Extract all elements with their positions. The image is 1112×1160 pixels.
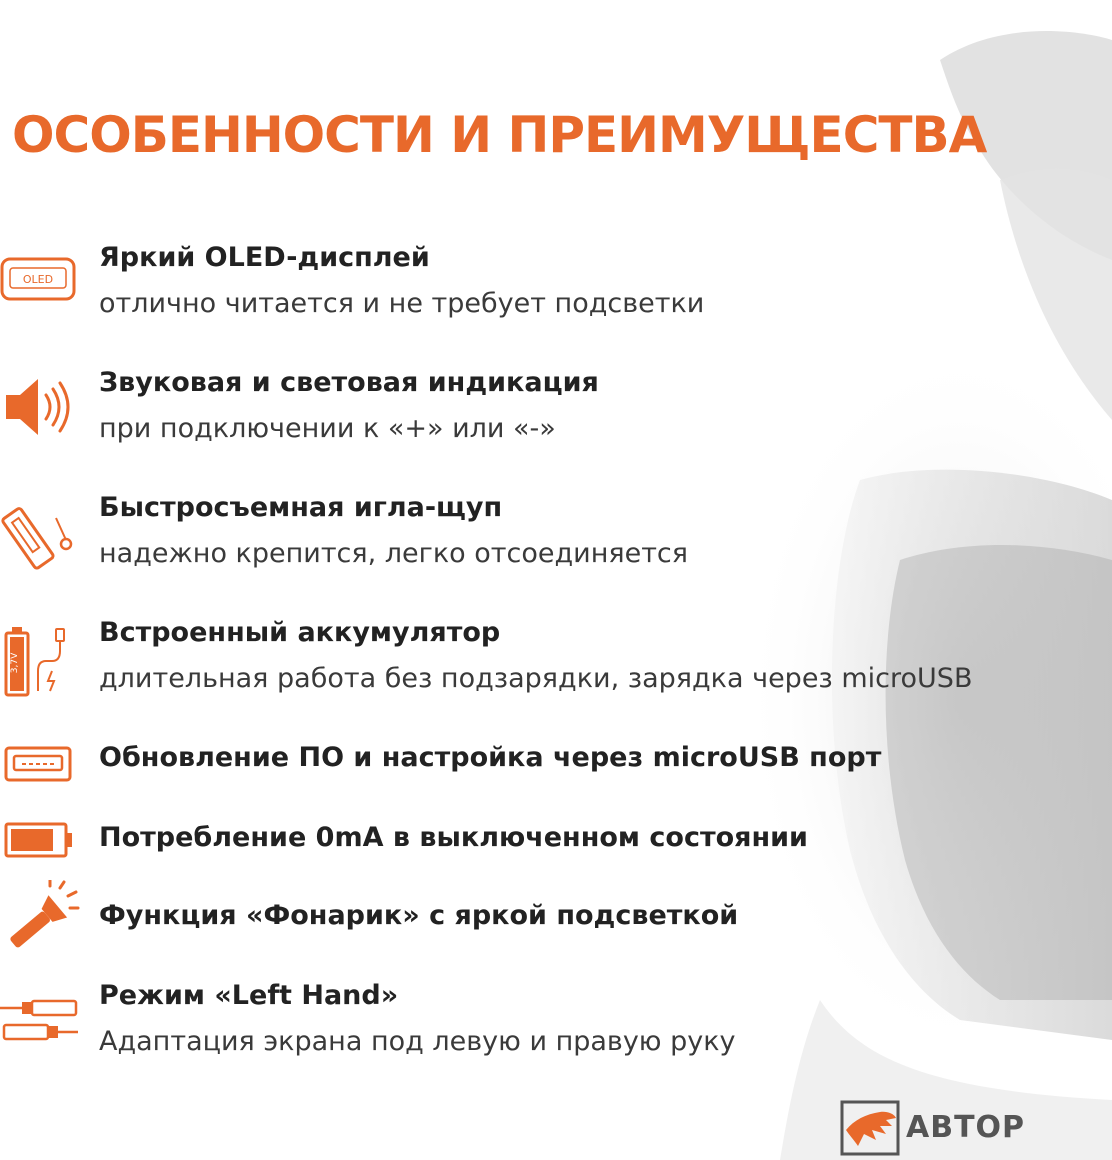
feature-title: Быстросъемная игла-щуп (99, 492, 503, 523)
feature-title: Звуковая и световая индикация (99, 367, 599, 398)
feature-title: Яркий OLED-дисплей (99, 242, 430, 273)
feature-title: Встроенный аккумулятор (99, 617, 501, 648)
feature-title: Режим «Left Hand» (99, 980, 399, 1011)
brand-name: АВТОР (906, 1110, 1026, 1145)
battery-icon-label: 3,7V (10, 652, 20, 674)
page-title: ОСОБЕННОСТИ И ПРЕИМУЩЕСТВА (12, 106, 987, 164)
feature-title: Потребление 0mA в выключенном состоянии (99, 822, 808, 853)
oled-icon-label: OLED (22, 273, 54, 286)
eagle-logo-icon (840, 1100, 900, 1156)
feature-description: надежно крепится, легко отсоединяется (99, 538, 689, 569)
feature-description: отлично читается и не требует подсветки (99, 288, 705, 319)
feature-description: длительная работа без подзарядки, зарядка через microUSB (99, 663, 973, 694)
feature-title: Функция «Фонарик» с яркой подсветкой (99, 900, 739, 931)
feature-description: Адаптация экрана под левую и правую руку (99, 1026, 736, 1057)
oled-display-icon (0, 256, 78, 306)
probe-needle-icon (0, 498, 80, 588)
flashlight-icon (0, 880, 80, 960)
battery-charge-icon (0, 621, 80, 701)
speaker-icon (0, 369, 78, 445)
feature-title: Обновление ПО и настройка через microUSB порт (99, 742, 882, 773)
battery-icon (0, 820, 78, 864)
left-hand-probe-icon (0, 992, 80, 1052)
feature-description: при подключении к «+» или «-» (99, 413, 556, 444)
usb-port-icon (0, 744, 78, 788)
